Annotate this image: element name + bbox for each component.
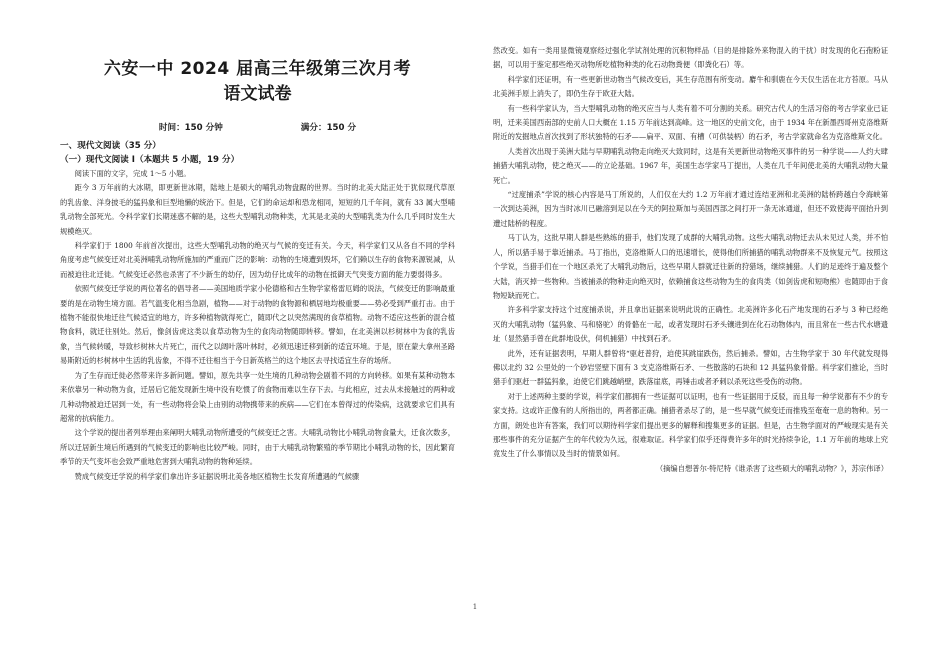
exam-score: 满分：150 分 bbox=[300, 123, 357, 133]
right-paragraph: 科学家们还证明，有一些更新世动物当气候改变后，其生存范围有所变动。麝牛和驯鹿在今天仅生活在北方苔原。马从北美洲手原上消失了，即仍生存于欧亚大陆。 bbox=[493, 74, 888, 99]
right-paragraph: 此外，还有证据表明，早期人群曾将“驱赶普狩，迫使其跳崖跌伤，然后捕杀。譬如，古生物学家于 30 年代就发现得佛以北约 32 公里处的一个砂岩竖壁下面有 3 支克洛维斯石矛、一些散落的石块和 12 具猛犸象骨骼。科学家们推论，当时猎手们驱赶一群猛犸象，迫使它们跳越峭壁，跌落崖底，再锤击或者矛刺以杀死这些受伤的动物。 bbox=[493, 348, 888, 387]
right-paragraph: 然改变。如有一类用显微镜观察经过强化学试剂处理的沉积物样品（目的是排除外来物混入的干扰）时发现的化石孢粉证据，可以用于鉴定那些绝灭动物所吃植物种类的化石动物粪便（即粪化石）等。 bbox=[493, 46, 888, 70]
right-paragraph: 许多科学家支持这个过度捕杀说，并且拿出证据来说明此说的正确性。北美洲许多化石产地发现的石矛与 3 种已经绝灭的大哺乳动物（猛犸象、马和骆驼）的骨骼在一起，或者发现时石矛头镶进到在化石动物体内，而且常在一些古代水塘遗址（显然猎手曾在此群地设伏，伺机捕猎）中找到石矛。 bbox=[493, 305, 888, 344]
right-paragraph: “过度捕杀”学说的核心内容是马丁所说的，人们仅在大约 1.2 万年前才通过连结亚洲和北美洲的陆桥跨越白令海峡第一次到达美洲，因为当时冰川已融溶到足以在今天的阿拉斯加与美国西部之间打开一条无冰通道，但还不致使海平面抬升到遭过陆桥的程度。 bbox=[493, 190, 888, 228]
left-paragraph: 距今 3 万年前的大冰期，即更新世冰期，陆地上是硕大的哺乳动物盘踞的世界。当时的北美大陆正处于犹似现代草原的乳齿象、洋身披毛的猛犸象和巨型地懒的统治下。但是，它们的命运却和恐龙相同，短短的几千年间，就有 33 属大型哺乳动物全部死光。令科学家们长期迷惑不解的是，这些大型哺乳动物种类，尤其是北美的大型哺乳类为什么几乎同时发生大规模绝灭。 bbox=[60, 183, 455, 236]
right-paragraph: 对于上述两种主要的学说，科学家们都拥有一些证据可以证明，也有一些证据用于反驳，而且每一种学说都有不少的专家支持。这或许正像有的人所指出的，两者都正确。捕猎者杀尽了的，是一些早就气候变迁而推残至奄奄一息的物种。另一方面，朗处也许有答案，我们可以期待科学家们提出更多的解释和搜集更多的证据。但是，古生物学面对的严峻现实是有关那些事件的充分证据产生的年代较为久远，很难取证。科学家们似乎还得费许多年的时光持续争论，1.1 万年前的地球上究竟发生了什么事情以及当时的情景如何。 bbox=[493, 391, 888, 459]
left-paragraph: 这个学说的提出者列举理由来阐明大哺乳动物所遭受的气候变迁之害。大哺乳动物比小哺乳动物食量大，迁食次数多，所以迁居新生境后所遇到的气候变迁的影响也比较严峻。同时，由于大哺乳动物繁殖的季节期比小哺乳动物的长，因此繁育季节的天气变坏也会致严重地危害到大哺乳动物的物种延续。 bbox=[60, 428, 455, 467]
right-paragraph: 马丁认为，这批早期人群是些熟练的猎手，他们发现了成群的大哺乳动物。这些大哺乳动物迁去从未见过人类，并不怕人，所以猎手易于靠近捕杀。马丁指出，克洛维斯人口的迅速增长，使得他们所捕猎的哺乳动物群来不及恢复元气。按照这个学说，当猎手们在一个地区杀光了大哺乳动物后，这些早期人群就迁往新的狩猎场，继续捕猎。人们的足迹终于遍及整个大陆，消灭掉一些物种。当被捕杀的物种走向绝灭时，依赖捕食这些动物为生的食肉类（如剑齿虎和短吻熊）也随即由于食物短缺而死亡。 bbox=[493, 233, 888, 300]
exam-meta bbox=[60, 121, 455, 133]
exam-time: 时间：150 分钟 bbox=[158, 123, 223, 133]
left-paragraph: 依照气候变迁学说的两位著名的倡导者——美国地质学家小伦德格和古生物学家格雷厄姆的说法，气候变迁的影响最重要的是在动物生境方面。若气温变化相当急剧，植物——对于动物的食物源和栖居地均极重要——势必受到严重打击。由于植物不能很快地迁往气候适宜的地方，许多种植物就得死亡，随即代之以突然满现的食草植物。动物不适应这些新的混合植物食料，就迁往别处。然后，像剑齿虎这类以食草动物为生的食肉动物随即转移。譬如，在北美洲以杉树林中为食的乳齿象，当气候转暖，导致杉树林大片死亡，而代之以阔叶落叶林时，必须迅速迁移到新的适宜环境。于是，原在蒙大拿州圣路易斯附近的杉树林中生活的乳齿象，不得不迁往相当于今日新英格兰的这个地区去寻找适宜生存的场所。 bbox=[60, 284, 455, 366]
subsection-heading: （一）现代文阅读 I（本题共 5 小题，19 分） bbox=[60, 155, 240, 165]
left-paragraph: 科学家们于 1800 年前首次提出，这些大型哺乳动物的绝灭与气候的变迁有关。今天，科学家们又从各自不同的学科角度考虑气候变迁对北美洲哺乳动物所施加的严重而广泛的影响：动物的生境遭到毁坏，它们赖以生存的食物来源锐减，从而被迫往北迁徙。气候变迁必然也杀害了不少新生的幼仔，因为幼仔比成年的动物在抵御天气突变方面的能力要弱得多。 bbox=[60, 241, 455, 279]
left-paragraph: 为了生存而迁徙必然带来许多新问题。譬如，原先共享一处生境的几种动物会剧着不同的方向转移。如果有某种动物本来依靠另一种动物为食，迁居后它能发现新生境中没有吃惯了的食物而难以生存下去。与此相应，过去从未接触过的两种或几种动物被迫迁居到一处，有一些动物将会染上由别的动物携带来的疾病——它们在本曾得过的传染病，这就要求它们具有超常的抗病能力。 bbox=[60, 370, 455, 423]
page-number: 1 bbox=[472, 603, 478, 611]
exam-title: 六安一中 2024 届高三年级第三次月考 bbox=[103, 59, 412, 79]
article-source: （摘编自想普尔·特尼特《谁杀害了这些硕大的哺乳动物？》，苏宗伟译） bbox=[655, 463, 888, 473]
right-column bbox=[493, 44, 888, 476]
right-paragraph: 有一些科学家认为，当大型哺乳动物的绝灭应当与人类有着不可分割的关系。研究古代人的生活习俗的考古学家业已证明，迁来美国西南部的史前人口大概在 1.15 万年前达到高峰。这一地区的史前文化，由于 1934 年在新墨西哥州克洛维斯附近的发掘地点首次找到了形状独特的石矛——扁平、双面、有槽（可供装柄）的石矛，考古学家就命名为克洛维斯文化。 bbox=[493, 103, 888, 142]
exam-subtitle: 语文试卷 bbox=[223, 84, 292, 104]
right-paragraph: 人类首次出现于美洲大陆与早期哺乳动物走向绝灭大致同时，这是有关更新世动物绝灭事件的另一种学说——人约大肆捕猎大哺乳动物，使之绝灭——的立论基础。1967 年，美国生态学家马丁提出，人类在几千年间使北美的大哺乳动物大量死亡。 bbox=[493, 146, 888, 185]
section-heading: 一、现代文阅读（35 分） bbox=[60, 141, 161, 151]
left-column bbox=[60, 58, 455, 484]
left-paragraph: 赞成气候变迁学说的科学家们拿出许多证据说明北美各地区植物生长发育所遭遇的气候骤 bbox=[74, 471, 360, 481]
instruction-text: 阅读下面的文字，完成 1～5 小题。 bbox=[74, 169, 191, 178]
